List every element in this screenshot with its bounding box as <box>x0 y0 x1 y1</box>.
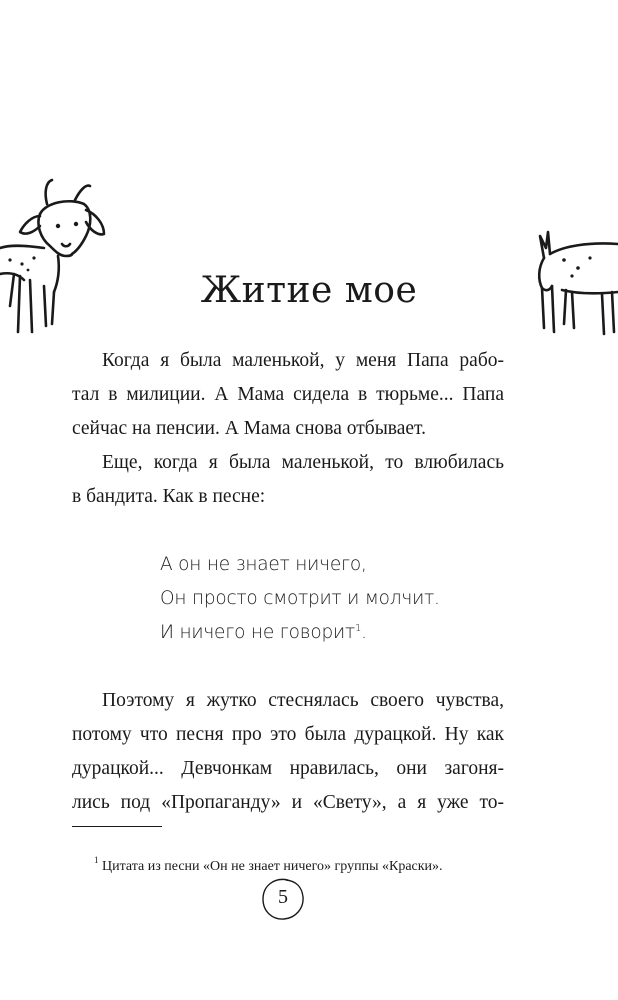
song-quote <box>160 548 440 650</box>
paragraph-3 <box>72 684 504 820</box>
text-line: лись под «Пропаганду» и «Свету», а я уже то- <box>72 792 504 813</box>
text-line: в бандита. Как в песне: <box>72 486 266 507</box>
goat-illustration-left <box>0 176 112 340</box>
text-line: Поэтому я жутко стеснялась своего чувства, <box>102 690 504 711</box>
verse-line: А он не знает ничего, <box>160 554 367 575</box>
paragraph-2 <box>72 446 504 514</box>
chapter-title: Житие мое <box>200 270 418 311</box>
paragraph-1 <box>72 344 504 446</box>
footnote-divider <box>72 826 162 827</box>
verse-line-text: И ничего не говорит <box>160 622 355 643</box>
footnote-mark: 1 <box>94 855 99 865</box>
text-line: тал в милиции. А Мама сидела в тюрьме... Папа <box>72 384 504 405</box>
page-number <box>258 874 308 924</box>
text-line: дурацкой... Девчонкам нравилась, они загоня- <box>72 758 504 779</box>
text-line: Еще, когда я была маленькой, то влюбилась <box>102 452 504 473</box>
text-line: потому что песня про это была дурацкой. Ну как <box>72 724 504 745</box>
footnote <box>94 855 443 875</box>
verse-line: И ничего не говорит$^1$. <box>160 622 367 643</box>
footnote-reference: 1 <box>354 622 362 634</box>
text-line: Когда я была маленькой, у меня Папа рабо- <box>102 350 504 371</box>
footnote-text: Цитата из песни «Он не знает ничего» группы «Краски». <box>102 859 443 874</box>
verse-line: Он просто смотрит и молчит. <box>160 588 440 609</box>
page-number-text: 5 <box>278 886 288 908</box>
text-line: сейчас на пенсии. А Мама снова отбывает. <box>72 418 426 439</box>
